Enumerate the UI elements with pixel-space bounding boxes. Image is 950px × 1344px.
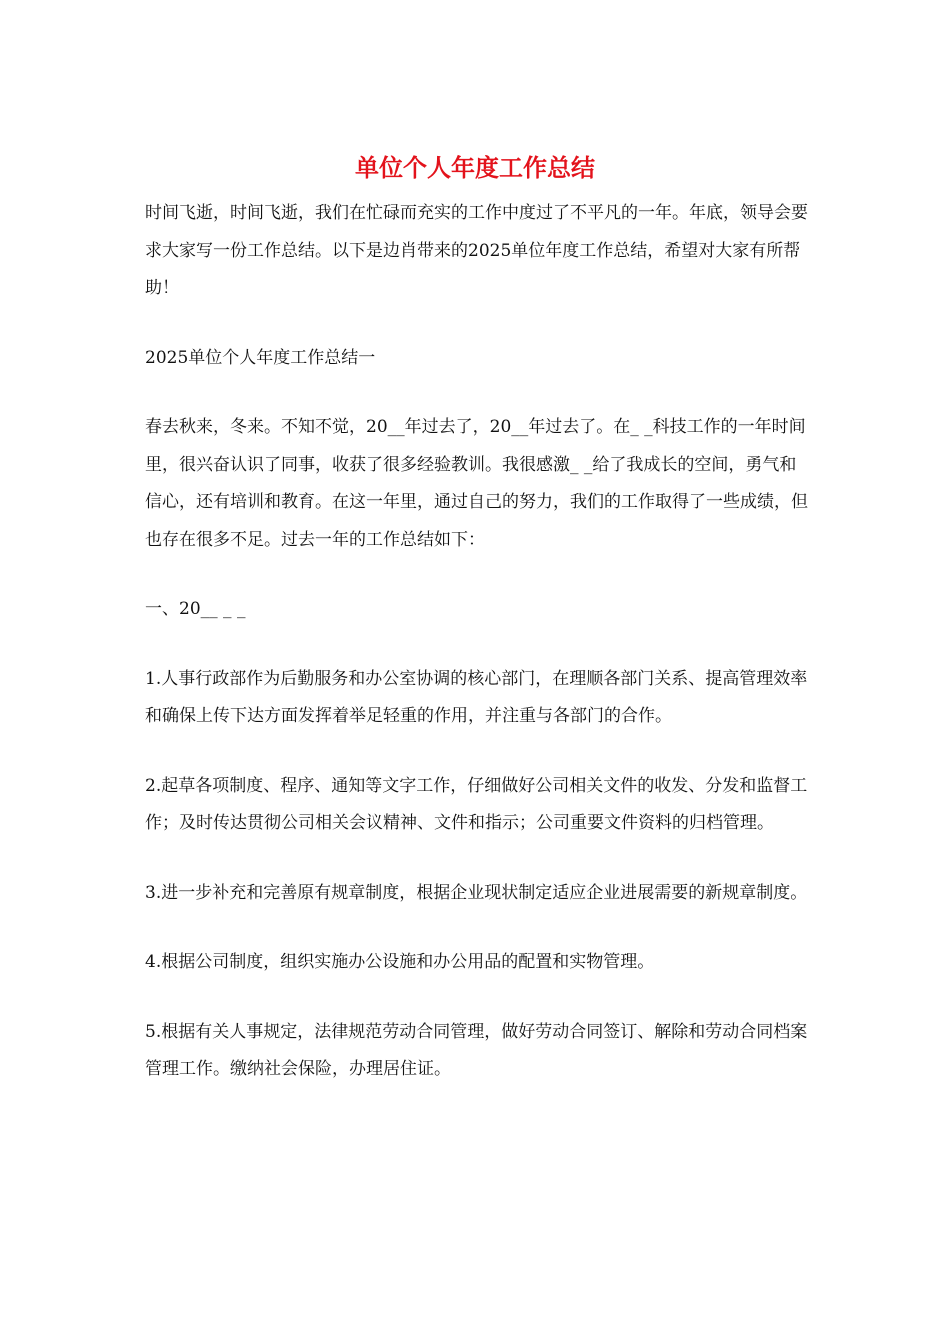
section-heading: 2025单位个人年度工作总结一 xyxy=(145,347,376,368)
document-title: 单位个人年度工作总结 xyxy=(355,153,595,182)
document-body xyxy=(145,195,808,1121)
summary-paragraph: 春去秋来，冬来。不知不觉，20__年过去了，20__年过去了。在_ _科技工作的一年时间里，很兴奋认识了同事，收获了很多经验教训。我很感激_ _给了我成长的空间，勇气和信心，还有培训和教育。在这一年里，通过自己的努力，我们的工作取得了一些成绩，但也存在很多不足。过去一年的工作总结如下： xyxy=(145,417,808,550)
intro-paragraph: 时间飞逝，时间飞逝，我们在忙碌而充实的工作中度过了不平凡的一年。年底，领导会要求大家写一份工作总结。以下是边肖带来的2025单位年度工作总结，希望对大家有所帮助！ xyxy=(145,203,808,298)
subsection-heading: 一、20__ _ _ xyxy=(145,599,246,619)
list-item-4: 4.根据公司制度，组织实施办公设施和办公用品的配置和实物管理。 xyxy=(145,952,655,972)
list-item-3: 3.进一步补充和完善原有规章制度，根据企业现状制定适应企业进展需要的新规章制度。 xyxy=(145,882,808,903)
list-item-2: 2.起草各项制度、程序、通知等文字工作，仔细做好公司相关文件的收发、分发和监督工作；及时传达贯彻公司相关会议精神、文件和指示；公司重要文件资料的归档管理。 xyxy=(145,775,808,833)
list-item-1: 1.人事行政部作为后勤服务和办公室协调的核心部门，在理顺各部门关系、提高管理效率和确保上传下达方面发挥着举足轻重的作用，并注重与各部门的合作。 xyxy=(145,668,808,726)
list-item-5: 5.根据有关人事规定，法律规范劳动合同管理，做好劳动合同签订、解除和劳动合同档案管理工作。缴纳社会保险，办理居住证。 xyxy=(145,1021,808,1079)
